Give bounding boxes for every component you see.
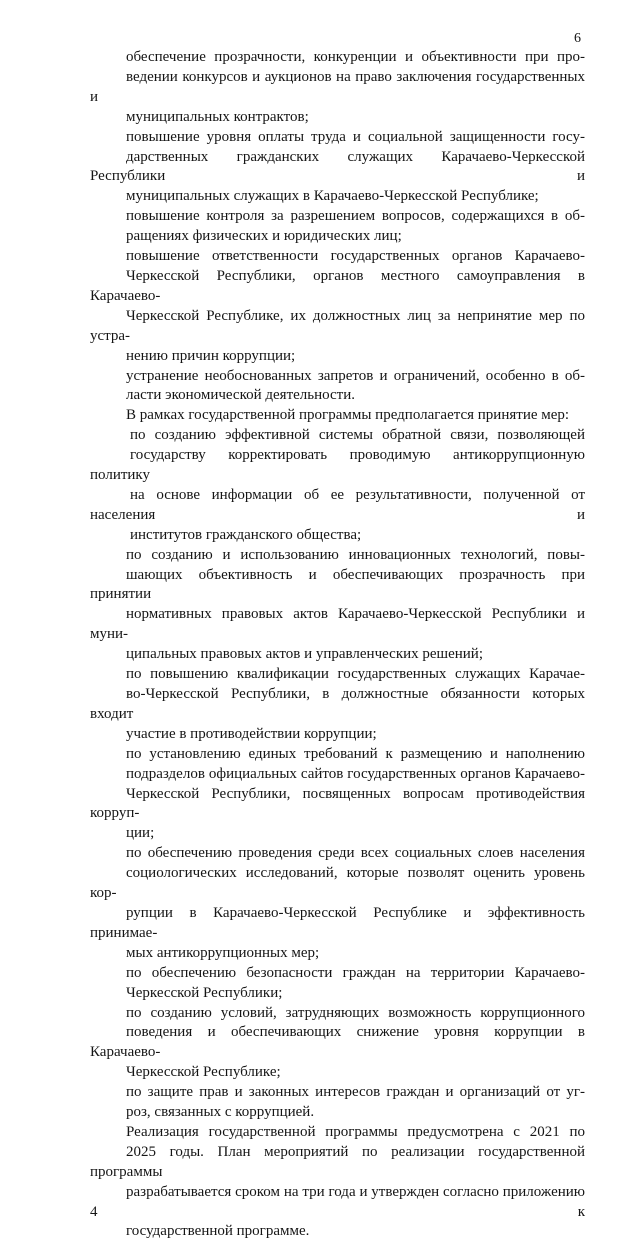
paragraph-line: повышение уровня оплаты труда и социальной защищенности госу-	[126, 128, 585, 145]
paragraph-line: повышение ответственности государственных органов Карачаево-	[126, 248, 585, 265]
paragraph-line: государству корректировать проводимую антикоррупционную политику	[90, 447, 585, 484]
paragraph-line: по созданию и использованию инновационных технологий, повы-	[126, 546, 585, 563]
paragraph-line: 2025 годы. План мероприятий по реализации государственной программы	[90, 1143, 585, 1180]
paragraph-line: нормативных правовых актов Карачаево-Черкесской Республики и муни-	[90, 606, 585, 643]
paragraph-line: муниципальных служащих в Карачаево-Черкесской Республике;	[126, 188, 539, 205]
page-number: 6	[574, 31, 581, 46]
paragraph-line: Черкесской Республики, посвященных вопросам противодействия корруп-	[90, 785, 585, 822]
paragraph-line: дарственных гражданских служащих Карачаево-Черкесской Республики и	[90, 148, 585, 185]
paragraph-line: Черкесской Республики, органов местного самоуправления в Карачаево-	[90, 267, 585, 304]
paragraph-transparency	[90, 48, 585, 128]
paragraph-innovation	[90, 546, 585, 665]
paragraph-line: во-Черкесской Республики, в должностные обязанности которых входит	[90, 686, 585, 722]
paragraph-line: ласти экономической деятельности.	[126, 387, 356, 404]
paragraph-feedback	[90, 426, 585, 545]
paragraph-line: по обеспечению безопасности граждан на территории Карачаево-	[126, 964, 585, 981]
paragraph-line: роз, связанных с коррупцией.	[126, 1104, 315, 1121]
paragraph-line: ведении конкурсов и аукционов на право заключения государственных и	[90, 68, 585, 105]
paragraph-line: ципальных правовых актов и управленческих решений;	[126, 646, 483, 663]
paragraph-line: на основе информации об ее результативности, полученной от населения и	[90, 486, 585, 523]
paragraph-line: Реализация государственной программы предусмотрена с 2021 по	[126, 1123, 585, 1140]
paragraph-line: по повышению квалификации государственных служащих Карачае-	[126, 666, 585, 683]
paragraph-line: нению причин коррупции;	[126, 347, 296, 364]
paragraph-line: по установлению единых требований к размещению и наполнению	[126, 745, 585, 762]
paragraph-line: участие в противодействии коррупции;	[126, 725, 377, 742]
paragraph-control	[90, 207, 585, 247]
paragraph-safety	[90, 964, 585, 1004]
paragraph-measures-intro	[90, 406, 585, 426]
paragraph-qualification	[90, 665, 585, 745]
paragraph-line: институтов гражданского общества;	[130, 526, 362, 543]
paragraph-line: разрабатывается сроком на три года и утвержден согласно приложению 4 к	[90, 1183, 585, 1220]
paragraph-line: социологических исследований, которые позволят оценить уровень кор-	[90, 865, 585, 902]
paragraph-websites	[90, 745, 585, 845]
paragraph-line: по созданию эффективной системы обратной связи, позволяющей	[130, 427, 585, 444]
paragraph-line: повышение контроля за разрешением вопросов, содержащихся в об-	[126, 208, 585, 225]
paragraph-line: мых антикоррупционных мер;	[126, 944, 320, 961]
paragraph-rights	[90, 1083, 585, 1123]
document-body	[90, 48, 585, 1242]
paragraph-line: устранение необоснованных запретов и ограничений, особенно в об-	[126, 367, 585, 384]
paragraph-line: обеспечение прозрачности, конкуренции и объективности при про-	[126, 49, 585, 65]
paragraph-line: В рамках государственной программы предполагается принятие мер:	[126, 407, 570, 424]
paragraph-research	[90, 844, 585, 963]
paragraph-line: рупции в Карачаево-Черкесской Республике и эффективность принимае-	[90, 904, 585, 941]
paragraph-salary	[90, 128, 585, 208]
paragraph-responsibility	[90, 247, 585, 366]
paragraph-restrictions	[90, 367, 585, 407]
paragraph-line: ции;	[126, 825, 155, 842]
paragraph-line: поведения и обеспечивающих снижение уровня коррупции в Карачаево-	[90, 1024, 585, 1061]
paragraph-line: по защите прав и законных интересов граждан и организаций от уг-	[126, 1084, 585, 1101]
paragraph-line: ращениях физических и юридических лиц;	[126, 228, 402, 245]
paragraph-line: по обеспечению проведения среди всех социальных слоев населения	[126, 845, 585, 862]
paragraph-line: подразделов официальных сайтов государственных органов Карачаево-	[126, 765, 585, 782]
paragraph-line: Черкесской Республике, их должностных лиц за непринятие мер по устра-	[90, 307, 585, 344]
paragraph-implementation	[90, 1123, 585, 1242]
paragraph-line: по созданию условий, затрудняющих возможность коррупционного	[126, 1004, 585, 1021]
paragraph-line: государственной программе.	[126, 1223, 310, 1240]
paragraph-line: Черкесской Республики;	[126, 984, 283, 1001]
paragraph-conditions	[90, 1004, 585, 1084]
paragraph-line: шающих объективность и обеспечивающих прозрачность при принятии	[90, 566, 585, 603]
paragraph-line: Черкесской Республике;	[126, 1064, 281, 1081]
paragraph-line: муниципальных контрактов;	[126, 108, 309, 125]
